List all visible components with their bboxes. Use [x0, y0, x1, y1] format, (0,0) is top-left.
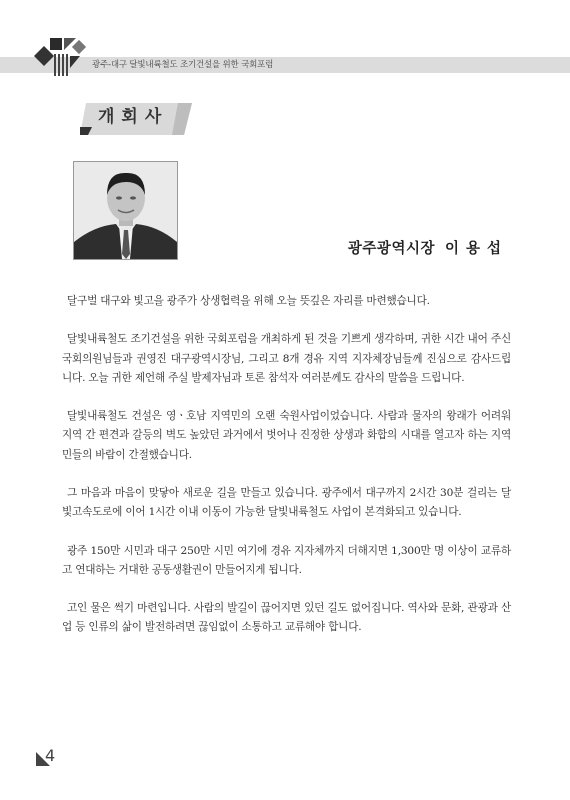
- speaker-position: 광주광역시장: [347, 241, 435, 257]
- paragraph: 달빛내륙철도 건설은 영ㆍ호남 지역민의 오랜 숙원사업이었습니다. 사람과 물자의 왕래가 어려워 지역 간 편견과 갈등의 벽도 높았던 과거에서 벗어나 진정한 상생과 화합의 시대를 열고자 하는 지역민들의 바람이 간절했습니다.: [62, 410, 511, 461]
- speech-body: [62, 292, 511, 657]
- running-header-title: 광주-대구 달빛내륙철도 조기건설을 위한 국회포럼: [92, 60, 274, 70]
- section-title: 개회사: [98, 107, 169, 127]
- paragraph: 달구벌 대구와 빛고을 광주가 상생협력을 위해 오늘 뜻깊은 자리를 마련했습니다.: [67, 295, 430, 307]
- paragraph: 달빛내륙철도 조기건설을 위한 국회포럼을 개최하게 된 것을 기쁘게 생각하며, 귀한 시간 내어 주신 국회의원님들과 권영진 대구광역시장님, 그리고 8개 경유 지역 지자체장님들께 진심으로 감사드립니다. 오늘 귀한 제언해 주실 발제자님과 토론 참석자 여러분께도 감사의 말씀을 드립니다.: [62, 333, 511, 384]
- speaker-signature: [348, 237, 508, 258]
- speaker-name: 이용섭: [444, 241, 508, 257]
- speaker-portrait: [73, 161, 178, 260]
- paragraph: 그 마음과 마음이 맞닿아 새로운 길을 만들고 있습니다. 광주에서 대구까지 2시간 30분 걸리는 달빛고속도로에 이어 1시간 이내 이동이 가능한 달빛내륙철도 사업이 본격화되고 있습니다.: [62, 486, 511, 519]
- portrait-image: [74, 162, 177, 259]
- page-number: 4: [45, 746, 56, 765]
- paragraph: 고인 물은 썩기 마련입니다. 사람의 발길이 끊어지면 있던 길도 없어집니다. 역사와 문화, 관광과 산업 등 인류의 삶이 발전하려면 끊임없이 소통하고 교류해야 합니다.: [62, 602, 511, 634]
- paragraph: 광주 150만 시민과 대구 250만 시민 여기에 경유 지자체까지 더해지면 1,300만 명 이상이 교류하고 연대하는 거대한 공동생활권이 만들어지게 됩니다.: [62, 544, 511, 576]
- header-logo-mark: [34, 36, 90, 80]
